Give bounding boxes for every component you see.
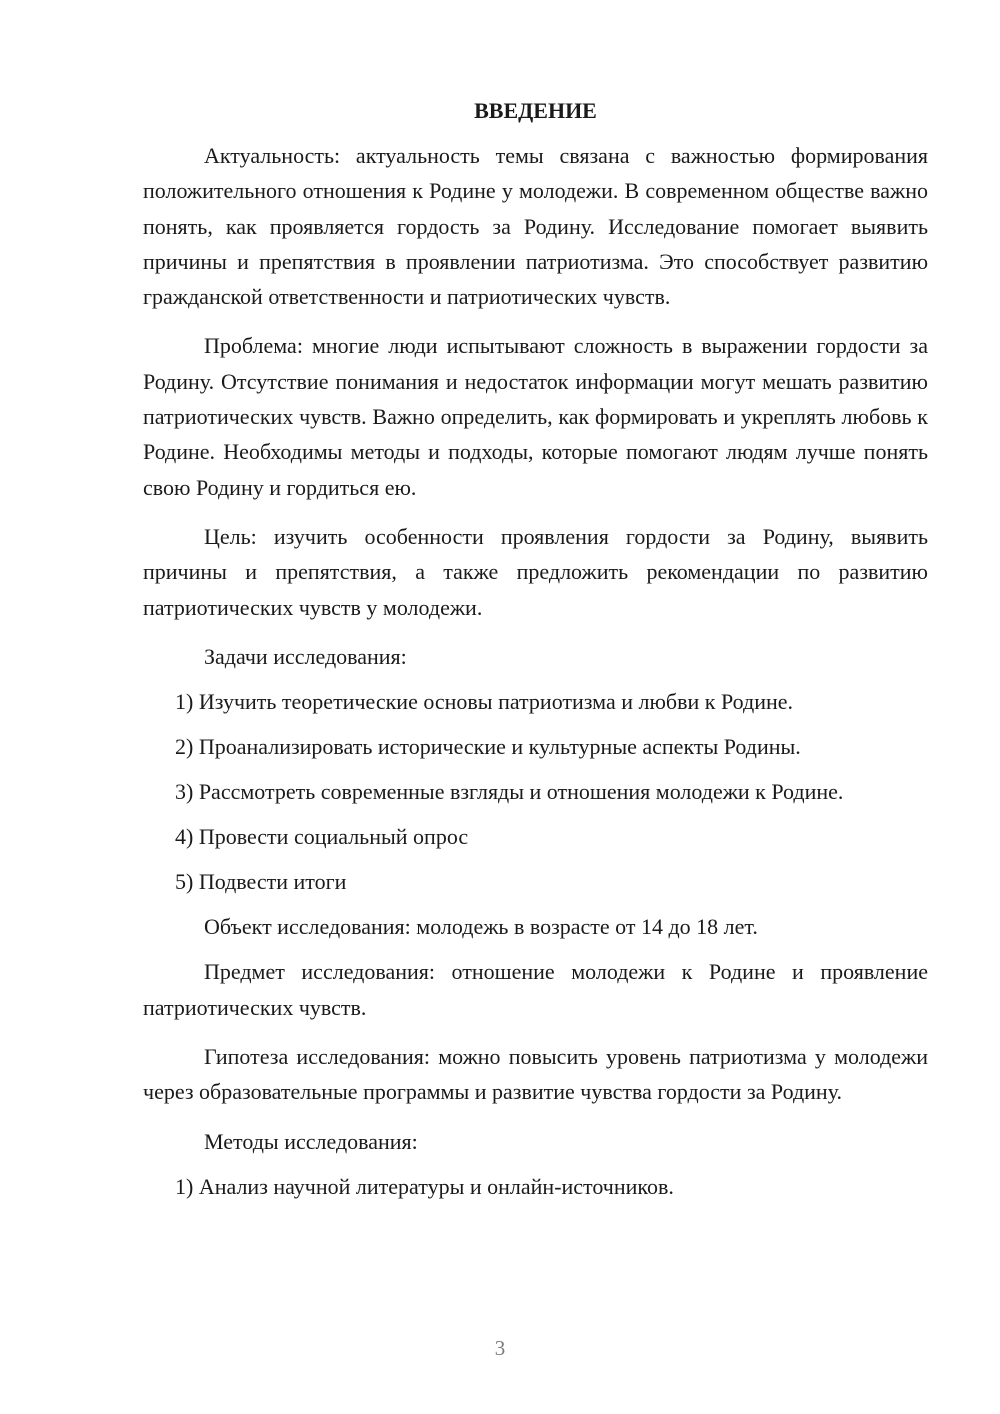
- methods-list: [143, 1169, 928, 1204]
- problem-paragraph: Проблема: многие люди испытывают сложность в выражении гордости за Родину. Отсутствие понимания и недостаток информации могут мешать развитию патриотических чувств. Важно определить, как формировать и укреплять любовь к Родине. Необходимы методы и подходы, которые помогают людям лучше понять свою Родину и гордиться ею.: [143, 333, 928, 500]
- list-item: 1) Изучить теоретические основы патриотизма и любви к Родине.: [175, 689, 794, 715]
- goal-paragraph: Цель: изучить особенности проявления гордости за Родину, выявить причины и препятствия, а также предложить рекомендации по развитию патриотических чувств у молодежи.: [143, 523, 928, 620]
- tasks-list: [143, 684, 928, 899]
- page-number: 3: [494, 1336, 506, 1360]
- methods-heading: Методы исследования:: [204, 1128, 418, 1154]
- list-item: 1) Анализ научной литературы и онлайн-источников.: [175, 1173, 674, 1199]
- relevance-paragraph: Актуальность: актуальность темы связана с важностью формирования положительного отношения к Родине у молодежи. В современном обществе важно понять, как проявляется гордость за Родину. Исследование помогает выявить причины и препятствия в проявлении патриотизма. Это способствует развитию гражданской ответственности и патриотических чувств.: [143, 143, 928, 310]
- object-paragraph: Объект исследования: молодежь в возрасте от 14 до 18 лет.: [204, 914, 758, 940]
- list-item: 3) Рассмотреть современные взгляды и отношения молодежи к Родине.: [175, 779, 844, 805]
- subject-paragraph: Предмет исследования: отношение молодежи к Родине и проявление патриотических чувств.: [143, 959, 928, 1020]
- page-content: [143, 96, 928, 1214]
- list-item: 5) Подвести итоги: [175, 869, 347, 895]
- list-item: 2) Проанализировать исторические и культурные аспекты Родины.: [175, 734, 801, 760]
- list-item: 4) Провести социальный опрос: [175, 824, 469, 850]
- hypothesis-paragraph: Гипотеза исследования: можно повысить уровень патриотизма у молодежи через образовательные программы и развитие чувства гордости за Родину.: [143, 1044, 928, 1105]
- section-title: ВВЕДЕНИЕ: [474, 98, 597, 123]
- tasks-heading: Задачи исследования:: [204, 643, 407, 669]
